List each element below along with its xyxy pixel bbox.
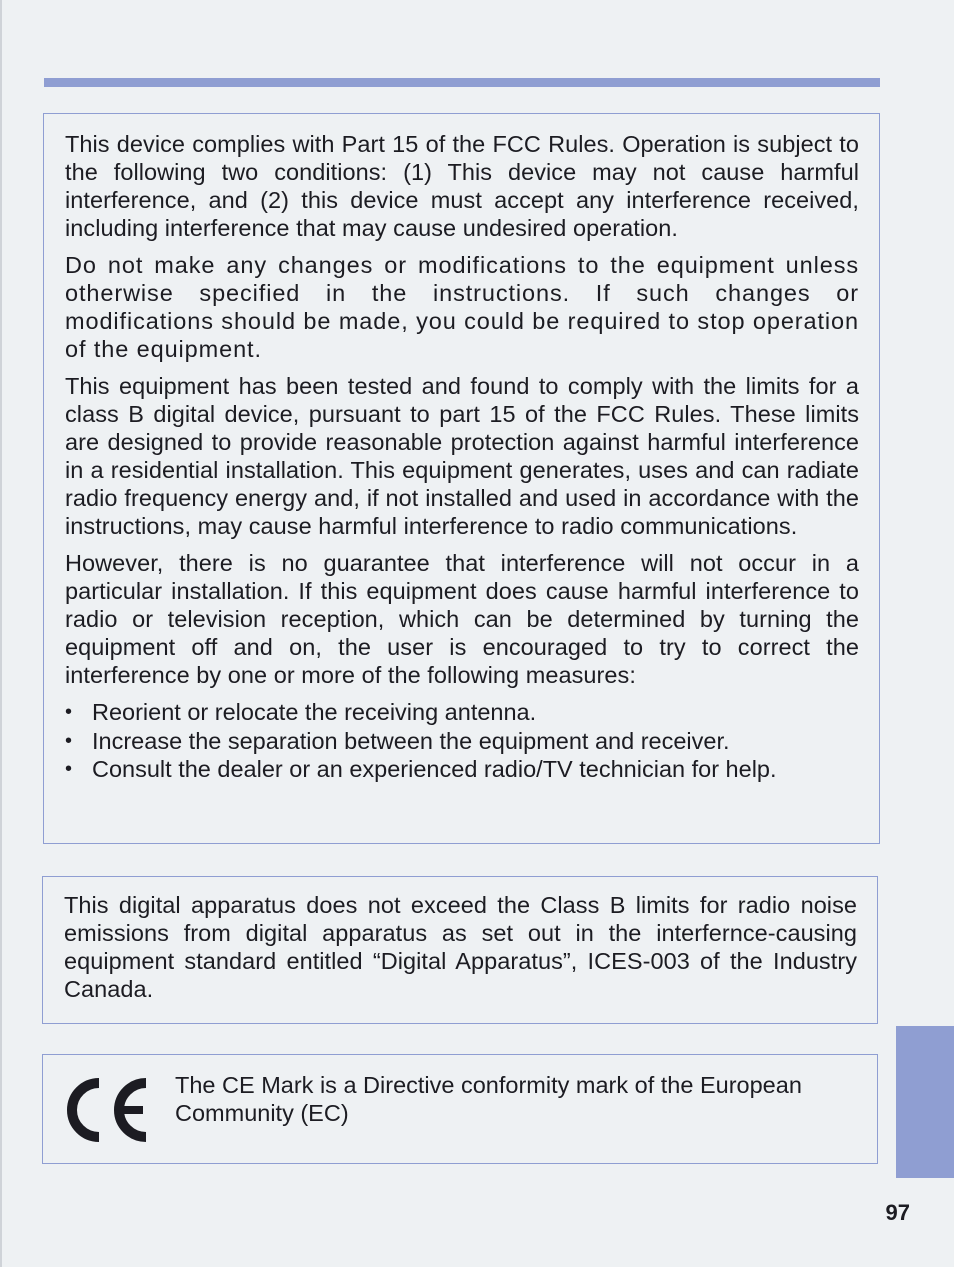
canada-paragraph: This digital apparatus does not exceed the Class B limits for radio noise emissions from digital apparatus as set out in the interfernce-causing equipment standard entitled “Digital Apparatus”, ICES-003 of the Industry Canada. (64, 892, 857, 1002)
page-number: 97 (885, 1200, 910, 1225)
list-item-text: Reorient or relocate the receiving antenna. (92, 699, 537, 725)
ce-mark-icon (63, 1075, 151, 1145)
list-item-text: Increase the separation between the equipment and receiver. (92, 727, 730, 754)
fcc-notice-box (43, 113, 880, 844)
bullet-icon: • (65, 729, 73, 752)
canada-notice-box (42, 876, 878, 1024)
page-edge (0, 0, 2, 1267)
bullet-icon: • (65, 758, 73, 780)
fcc-paragraph-2: Do not make any changes or modifications to the equipment unless otherwise specified in the instructions. If such changes or modifications should be made, you could be required to stop operation of the equipment. (65, 252, 859, 362)
fcc-paragraph-4: However, there is no guarantee that interference will not occur in a particular installation. If this equipment does cause harmful interference to radio or television reception, which can be determined by turning the equipment off and on, the user is encouraged to try to correct the interference by one or more of the following measures: (65, 550, 859, 688)
ce-description: The CE Mark is a Directive conformity mark of the European Community (EC) (175, 1072, 802, 1126)
fcc-paragraph-1: This device complies with Part 15 of the FCC Rules. Operation is subject to the following two conditions: (1) This device may not cause harmful interference, and (2) this device must accept any interference received, including interference that may cause undesired operation. (65, 131, 859, 241)
section-tab (896, 1026, 954, 1178)
list-item (65, 755, 859, 784)
list-item (65, 727, 859, 756)
fcc-paragraph-3: This equipment has been tested and found to comply with the limits for a class B digital device, pursuant to part 15 of the FCC Rules. These limits are designed to provide reasonable protection against harmful interference in a residential installation. This equipment generates, uses and can radiate radio frequency energy and, if not installed and used in accordance with the instructions, may cause harmful interference to radio communications. (65, 373, 859, 539)
fcc-measures-list (65, 698, 859, 784)
list-item-text: Consult the dealer or an experienced radio/TV technician for help. (92, 756, 777, 782)
list-item (65, 698, 859, 727)
header-rule (44, 78, 880, 87)
bullet-icon: • (65, 701, 73, 723)
ce-notice-box (42, 1054, 878, 1164)
